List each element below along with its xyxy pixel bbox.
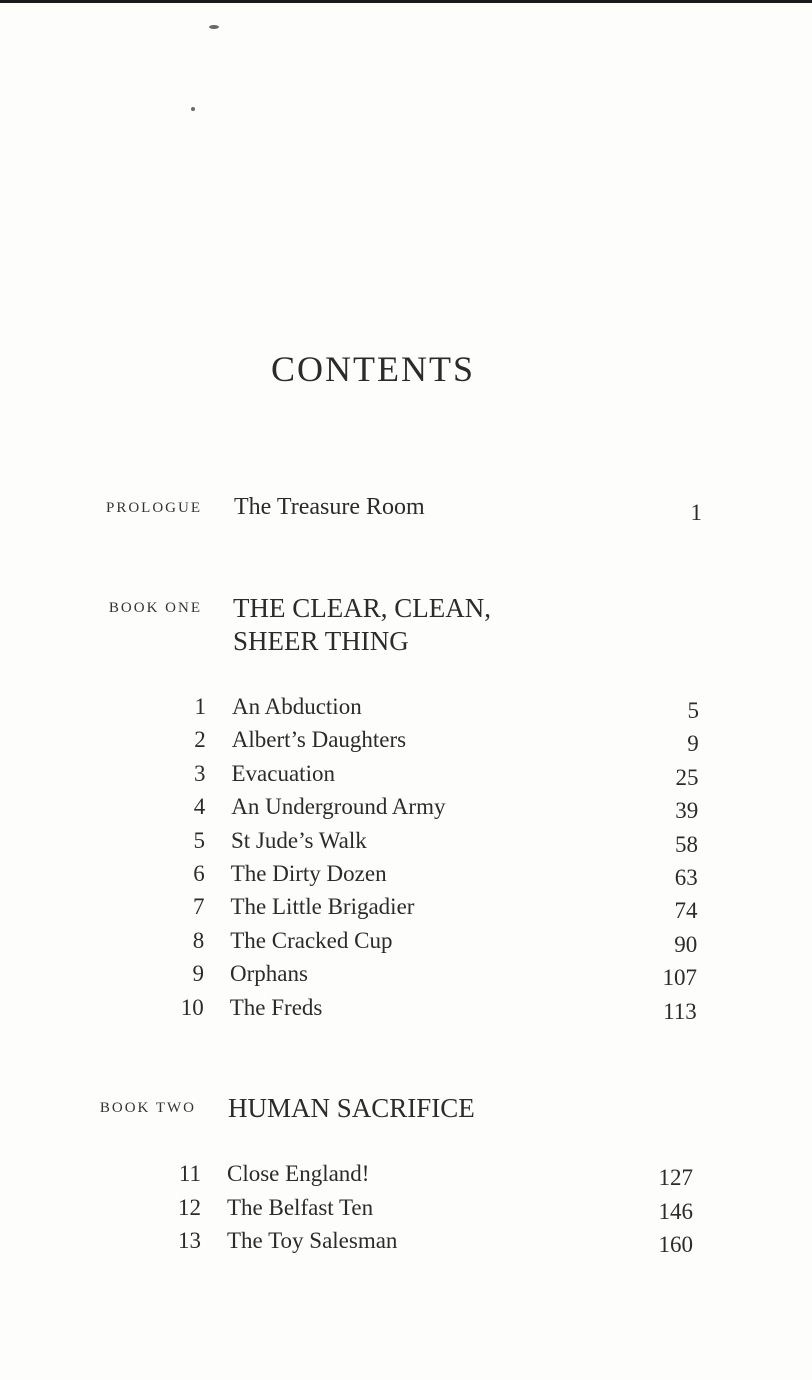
chapter-page-number: 9 [687, 731, 699, 757]
chapter-page-number: 107 [662, 965, 697, 991]
chapter-number: 8 [192, 927, 205, 953]
chapter-page-number: 63 [674, 865, 698, 890]
toc-entry-row[interactable] [178, 1194, 693, 1228]
toc-entry-row[interactable] [192, 927, 698, 961]
chapter-number: 11 [178, 1161, 201, 1186]
prologue-page-row [0, 500, 702, 533]
prologue-title: The Treasure Room [234, 494, 425, 520]
chapter-number: 6 [193, 861, 205, 886]
chapter-title: St Jude’s Walk [231, 827, 367, 853]
chapter-title: An Abduction [232, 694, 362, 719]
chapter-page-number: 58 [675, 831, 698, 857]
chapter-page-number: 90 [674, 931, 698, 957]
chapter-number: 7 [193, 894, 205, 920]
chapter-number: 13 [178, 1228, 201, 1253]
chapter-title: The Dirty Dozen [230, 861, 387, 886]
chapter-title: The Toy Salesman [227, 1228, 398, 1253]
book-one-title [233, 592, 491, 658]
contents-heading: CONTENTS [271, 349, 475, 389]
chapter-title: An Underground Army [231, 794, 446, 820]
chapter-number: 12 [178, 1194, 201, 1220]
book-one-title-line-2: SHEER THING [233, 626, 409, 656]
book-one-label: BOOK ONE [108, 600, 202, 616]
chapter-number: 3 [194, 760, 206, 786]
chapter-title: The Cracked Cup [230, 927, 393, 953]
toc-entry-row[interactable] [178, 1161, 693, 1194]
page-top-edge [0, 0, 812, 3]
paper-speck [209, 25, 219, 29]
toc-entry-row[interactable] [193, 827, 698, 861]
chapter-number: 1 [194, 694, 206, 719]
chapter-page-number: 5 [687, 698, 699, 723]
chapter-number: 4 [193, 794, 206, 820]
prologue-page-number: 1 [690, 500, 702, 525]
toc-entry-row[interactable] [194, 727, 699, 760]
chapter-page-number: 39 [675, 798, 699, 824]
book-two-title: HUMAN SACRIFICE [228, 1093, 475, 1123]
toc-entry-row[interactable] [194, 760, 699, 794]
toc-entry-row[interactable] [192, 961, 697, 994]
chapter-page-number: 127 [658, 1165, 693, 1190]
book-one-title-line-1: THE CLEAR, CLEAN, [233, 593, 491, 623]
toc-entry-row[interactable] [193, 861, 698, 894]
chapter-page-number: 160 [658, 1232, 693, 1257]
chapter-title: Albert’s Daughters [231, 727, 407, 753]
chapter-title: The Freds [229, 994, 323, 1020]
chapter-page-number: 113 [663, 998, 697, 1024]
chapter-title: Orphans [230, 961, 308, 987]
chapter-number: 2 [194, 727, 206, 753]
book-two-label: BOOK TWO [99, 1100, 196, 1116]
chapter-title: Close England! [227, 1161, 370, 1186]
toc-entry-row[interactable] [193, 794, 699, 827]
chapter-title: Evacuation [231, 760, 335, 786]
prologue-label: PROLOGUE [105, 500, 202, 516]
toc-entry-row[interactable] [180, 994, 697, 1028]
chapter-title: The Belfast Ten [227, 1194, 374, 1220]
chapter-number: 9 [192, 961, 204, 987]
toc-entry-row[interactable] [178, 1228, 693, 1261]
chapter-number: 10 [180, 994, 204, 1020]
chapter-title: The Little Brigadier [230, 894, 415, 920]
toc-entry-row[interactable] [193, 894, 698, 927]
chapter-page-number: 146 [658, 1198, 693, 1224]
toc-entry-row[interactable] [194, 694, 699, 727]
chapter-page-number: 25 [675, 764, 699, 790]
paper-speck [191, 107, 195, 111]
chapter-page-number: 74 [674, 898, 698, 924]
chapter-number: 5 [193, 827, 205, 853]
